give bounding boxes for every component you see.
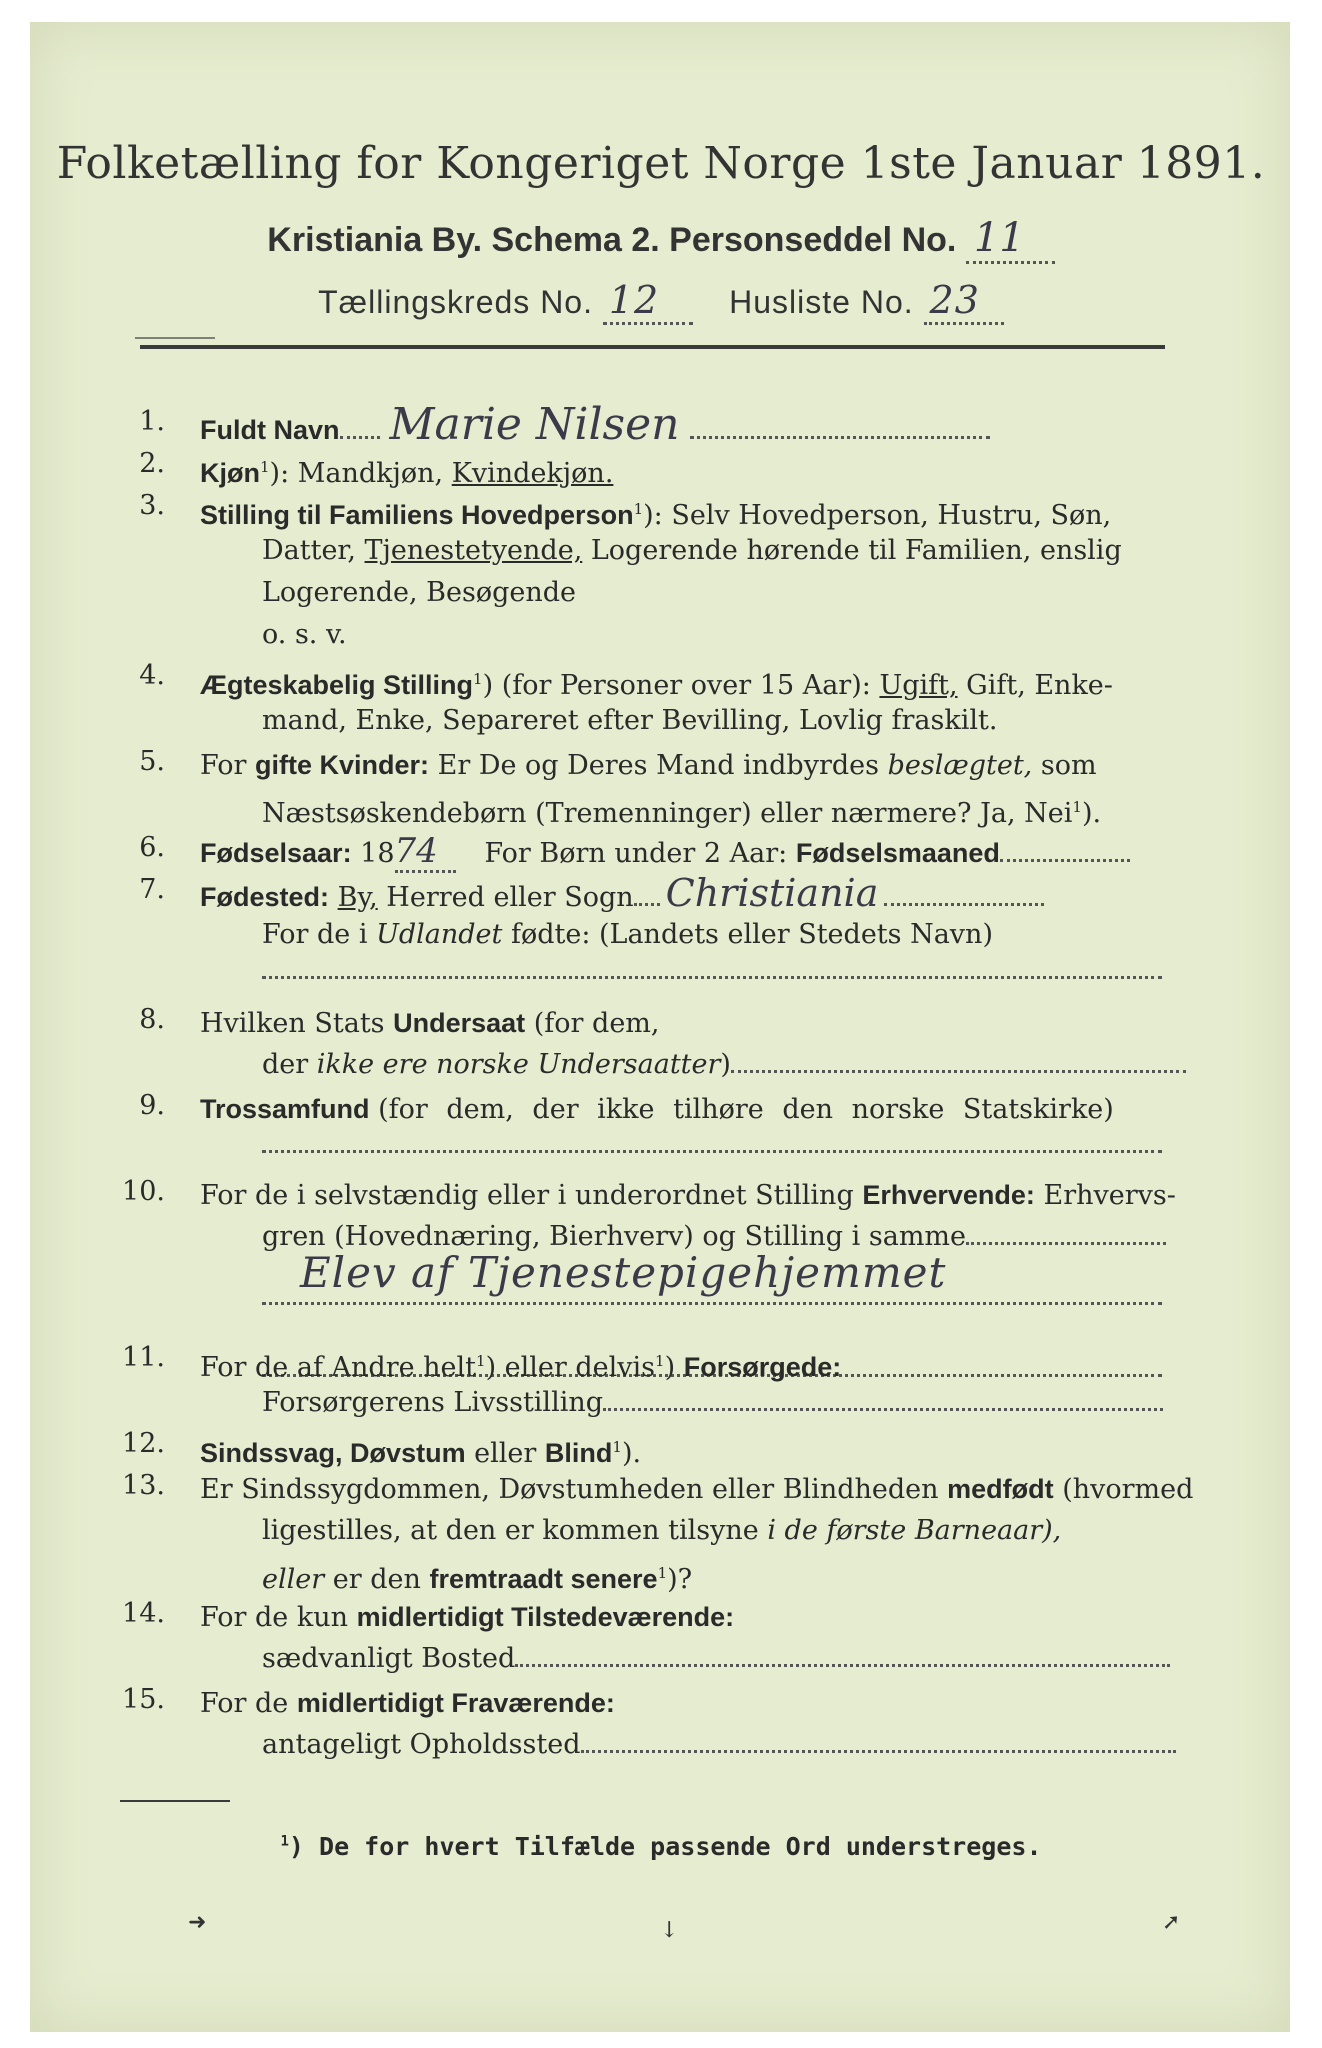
item-household-position-line2: Datter, Tjenestetyende, Logerende hørende til Familien, enslig xyxy=(262,535,1122,566)
item-number: 13. xyxy=(122,1470,165,1501)
footnote-rule xyxy=(120,1800,230,1802)
personseddel-number: 11 xyxy=(966,215,1055,264)
item-citizenship: Hvilken Stats Undersaat (for dem, xyxy=(200,1008,660,1039)
birthplace-handwritten: Christiania xyxy=(665,871,879,915)
taellingskreds-number: 12 xyxy=(603,278,693,325)
item-dependents-line2: Forsørgerens Livsstilling xyxy=(262,1384,1163,1422)
item-marital-status: Ægteskabelig Stilling$^1$) (for Personer over 15 Aar): Ugift, Gift, Enke- xyxy=(200,670,1113,701)
item-gender: Kjøn$^1$): Mandkjøn, Kvindekjøn. xyxy=(200,458,614,489)
header-rule xyxy=(140,345,1165,349)
item-occupation-line2: gren (Hovednæring, Bierhverv) og Stilling i samme xyxy=(262,1218,1166,1256)
item-household-position: Stilling til Familiens Hovedperson$^1$): Selv Hovedperson, Hustru, Søn, xyxy=(200,500,1112,531)
item-temp-present-line2: sædvanligt Bosted xyxy=(262,1640,1170,1678)
religion-blank xyxy=(262,1150,1162,1153)
item-number: 14. xyxy=(122,1598,165,1629)
item-number: 8. xyxy=(139,1004,165,1035)
item-temp-present: For de kun midlertidigt Tilstedeværende: xyxy=(200,1602,735,1633)
item-birthplace-line2: For de i Udlandet fødte: (Landets eller Stedets Navn) xyxy=(262,919,993,950)
item-number: 10. xyxy=(122,1176,165,1207)
item-number: 15. xyxy=(122,1684,165,1715)
item-household-position-line3: Logerende, Besøgende xyxy=(262,577,576,608)
household-position-selected: Tjenestetyende, xyxy=(364,535,583,566)
corner-mark-icon: ➜ xyxy=(188,1910,207,1935)
name-handwritten: Marie Nilsen xyxy=(389,399,680,450)
form-subtitle: Kristiania By. Schema 2. Personseddel No. 11 xyxy=(0,215,1322,264)
item-number: 12. xyxy=(122,1428,165,1459)
item-temp-absent-line2: antageligt Opholdssted xyxy=(262,1726,1176,1764)
item-married-women: For gifte Kvinder: Er De og Deres Mand indbyrdes beslægtet, som xyxy=(200,750,1097,781)
corner-mark-icon: ➚ xyxy=(1162,1910,1181,1935)
item-number: 5. xyxy=(139,746,165,777)
occupation-handwritten: Elev af Tjenestepigehjemmet xyxy=(300,1248,947,1297)
item-number: 4. xyxy=(139,660,165,691)
item-number: 11. xyxy=(122,1342,165,1373)
item-temp-absent: For de midlertidigt Fraværende: xyxy=(200,1688,615,1719)
form-subtitle-2: Tællingskreds No. 12 Husliste No. 23 xyxy=(0,278,1322,325)
gender-selected: Kvindekjøn. xyxy=(451,458,614,489)
header-rule-mark xyxy=(135,337,215,339)
item-congenital: Er Sindssygdommen, Døvstumheden eller Blindheden medfødt (hvormed xyxy=(200,1474,1194,1505)
item-number: 3. xyxy=(139,490,165,521)
item-full-name: Fuldt Navn Marie Nilsen xyxy=(200,406,990,450)
husliste-number: 23 xyxy=(924,278,1004,325)
item-number: 9. xyxy=(139,1090,165,1121)
item-number: 1. xyxy=(139,406,165,437)
marital-status-selected: Ugift, xyxy=(879,670,958,701)
item-number: 7. xyxy=(139,874,165,905)
birthplace-foreign-blank xyxy=(262,976,1162,979)
item-disability: Sindssvag, Døvstum eller Blind$^1$). xyxy=(200,1438,642,1469)
birth-year-handwritten: 74 xyxy=(395,832,456,873)
item-congenital-line2: ligestilles, at den er kommen tilsyne i de første Barneaar), xyxy=(262,1515,1062,1546)
item-birthplace: Fødested: By, Herred eller Sogn Christiania xyxy=(200,874,1044,917)
item-citizenship-line2: der ikke ere norske Undersaatter) xyxy=(262,1046,1186,1084)
item-occupation: For de i selvstændig eller i underordnet Stilling Erhvervende: Erhvervs- xyxy=(200,1180,1176,1211)
item-number: 2. xyxy=(139,448,165,479)
form-title: Folketælling for Kongeriget Norge 1ste Januar 1891. xyxy=(56,138,1266,189)
item-household-position-line4: o. s. v. xyxy=(262,619,347,650)
center-mark-icon: ↓ xyxy=(660,1918,679,1943)
footnote: $^1$) De for hvert Tilfælde passende Ord understreges. xyxy=(280,1832,1042,1861)
item-dependents: For de af Andre helt$^1$) eller delvis$^1$) Forsørgede: xyxy=(200,1352,842,1383)
item-congenital-line3: eller er den fremtraadt senere$^1$)? xyxy=(262,1564,693,1595)
item-marital-status-line2: mand, Enke, Separeret efter Bevilling, Lovlig fraskilt. xyxy=(262,705,998,736)
item-married-women-line2: Næstsøskendebørn (Tremenninger) eller nærmere? Ja, Nei$^1$). xyxy=(262,798,1102,829)
occupation-blank xyxy=(262,1302,1162,1305)
item-birth-year: Fødselsaar: 1874 For Børn under 2 Aar: Fødselsmaaned xyxy=(200,832,1130,873)
birthplace-type-selected: By, xyxy=(337,882,378,913)
item-religion: Trossamfund (for dem, der ikke tilhøre den norske Statskirke) xyxy=(200,1094,1114,1125)
item-number: 6. xyxy=(139,832,165,863)
